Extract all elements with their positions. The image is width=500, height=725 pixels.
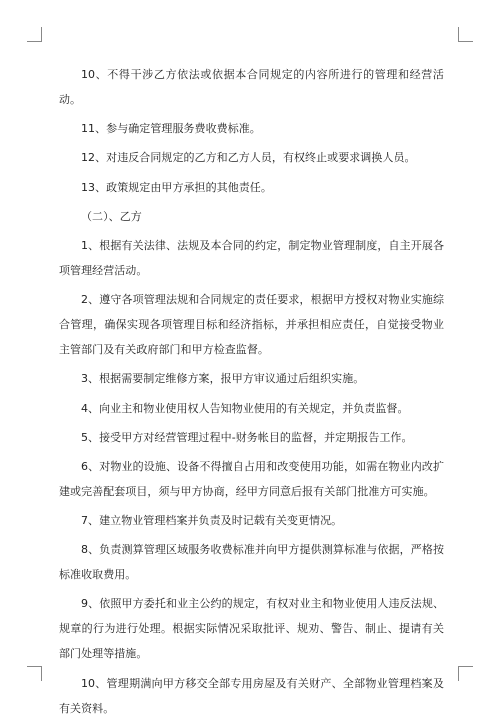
paragraph-party-b-item-1: 1、根据有关法律、法规及本合同的约定，制定物业管理制度，自主开展各项管理经营活动。 [59,238,444,277]
paragraph-party-b-item-4: 4、向业主和物业使用权人告知物业使用的有关规定，并负责监督。 [81,401,409,415]
paragraph-party-b-item-3: 3、根据需要制定维修方案，报甲方审议通过后组织实施。 [81,372,365,386]
document-body [59,62,444,725]
paragraph-party-b-item-6: 6、对物业的设施、设备不得擅自占用和改变使用功能，如需在物业内改扩建或完善配套项目，须与甲方协商，经甲方同意后报有关部门批准方可实施。 [59,459,444,498]
crop-mark-top-right [458,27,473,42]
paragraph-party-b-item-8: 8、负责测算管理区域服务收费标准并向甲方提供测算标准与依据，严格按标准收取费用。 [59,543,444,582]
paragraph-party-a-item-13: 13、政策规定由甲方承担的其他责任。 [81,180,272,194]
paragraph-party-b-item-2: 2、遵守各项管理法规和合同规定的责任要求，根据甲方授权对物业实施综合管理，确保实现各项管理目标和经济指标，并承担相应责任，自觉接受物业主管部门及有关政府部门和甲方检查监督。 [59,293,444,357]
paragraph-party-b-item-5: 5、接受甲方对经营管理过程中-财务帐目的监督，并定期报告工作。 [81,430,413,444]
paragraph-party-b-item-9: 9、依照甲方委托和业主公约的规定，有权对业主和物业使用人违反法规、规章的行为进行处理。根据实际情况采取批评、规劝、警告、制止、提请有关部门处理等措施。 [59,597,444,661]
section-heading-party-b: （二）、乙方 [81,209,142,223]
paragraph-party-a-item-11: 11、参与确定管理服务费收费标准。 [81,122,261,136]
crop-mark-top-left [27,27,42,42]
paragraph-party-b-item-10: 10、管理期满向甲方移交全部专用房屋及有关财产、全部物业管理档案及有关资料。 [59,676,444,715]
crop-mark-bottom-right [458,666,473,681]
crop-mark-bottom-left [27,666,42,681]
paragraph-party-b-item-7: 7、建立物业管理档案并负责及时记载有关变更情况。 [81,514,343,528]
paragraph-party-a-item-10: 10、不得干涉乙方依法或依据本合同规定的内容所进行的管理和经营活动。 [59,68,444,106]
paragraph-party-a-item-12: 12、对违反合同规定的乙方和乙方人员，有权终止或要求调换人员。 [81,151,416,165]
